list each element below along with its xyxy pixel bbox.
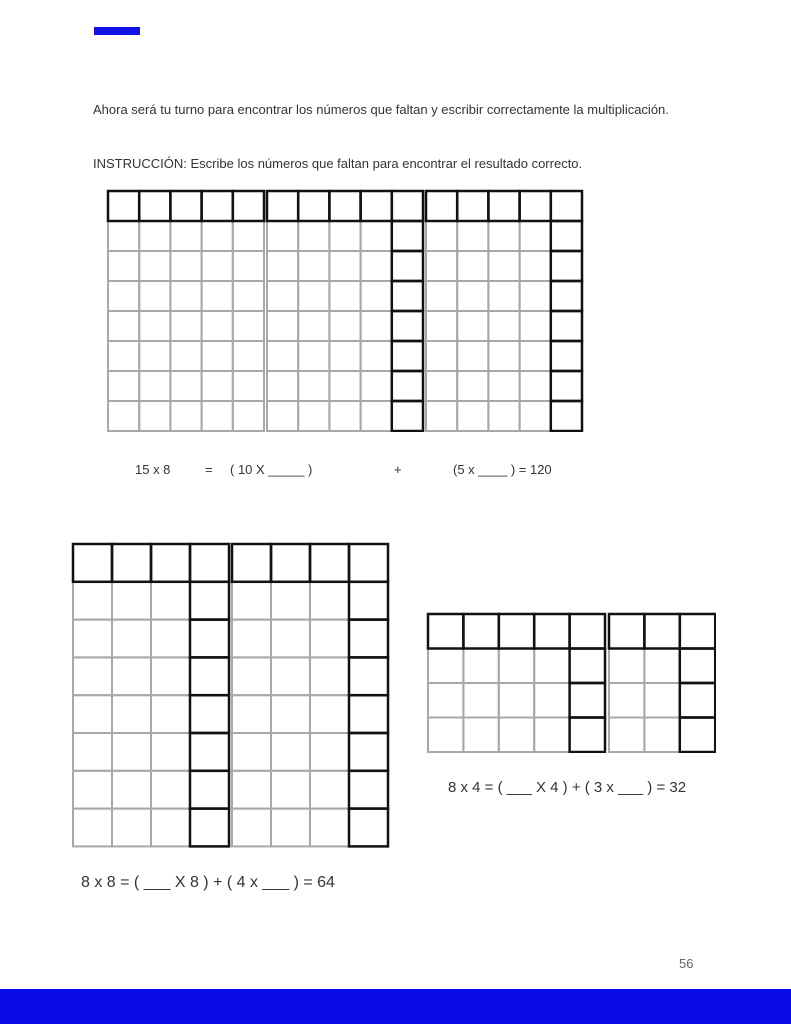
grid-cell [644, 649, 679, 684]
grid-cell [271, 657, 310, 695]
grid-cell [329, 221, 360, 251]
grid-cell-header [609, 614, 644, 649]
grid-cell-highlight [570, 718, 605, 753]
grid-cell [112, 771, 151, 809]
grid-cell [267, 311, 298, 341]
grid-cell [73, 809, 112, 847]
grid-15x8 [106, 189, 584, 432]
instruction-text: INSTRUCCIÓN: Escribe los números que faltan para encontrar el resultado correcto. [93, 156, 583, 171]
grid-cell [534, 718, 569, 753]
grid-cell [488, 341, 519, 371]
grid-cell [73, 695, 112, 733]
grid-cell-highlight [190, 620, 229, 658]
grid-cell [73, 657, 112, 695]
grid-cell [202, 401, 233, 431]
grid-cell [267, 341, 298, 371]
grid-cell [488, 401, 519, 431]
grid-cell [170, 281, 201, 311]
grid-cell [271, 620, 310, 658]
grid-cell [520, 371, 551, 401]
grid-cell [170, 401, 201, 431]
grid-cell-highlight [680, 683, 715, 718]
grid-cell [112, 733, 151, 771]
grid-cell-header [232, 544, 271, 582]
grid-cell-highlight [680, 649, 715, 684]
grid-cell [233, 221, 264, 251]
grid-cell [488, 221, 519, 251]
grid-cell [361, 221, 392, 251]
grid-cell [271, 582, 310, 620]
grid-cell [298, 341, 329, 371]
grid-cell [298, 371, 329, 401]
grid-cell [170, 251, 201, 281]
grid-cell-header [267, 191, 298, 221]
grid-cell-highlight [349, 733, 388, 771]
grid-cell [271, 695, 310, 733]
grid-cell [112, 620, 151, 658]
grid-cell-header [520, 191, 551, 221]
grid-cell [151, 620, 190, 658]
grid-cell [361, 311, 392, 341]
grid-cell [233, 281, 264, 311]
grid-cell [73, 733, 112, 771]
grid-cell-highlight [551, 221, 582, 251]
grid-cell [457, 311, 488, 341]
equation-8x8: 8 x 8 = ( ___ X 8 ) + ( 4 x ___ ) = 64 [81, 874, 335, 891]
grid-cell-highlight [570, 683, 605, 718]
grid-cell [233, 341, 264, 371]
grid-cell [271, 771, 310, 809]
grid-cell-header [570, 614, 605, 649]
grid-cell-header [457, 191, 488, 221]
grid-cell [151, 771, 190, 809]
grid-cell [232, 695, 271, 733]
grid-cell [310, 657, 349, 695]
grid-cell-highlight [349, 809, 388, 847]
grid-cell [170, 371, 201, 401]
grid-cell-header [139, 191, 170, 221]
grid-cell-highlight [349, 582, 388, 620]
grid-cell [457, 251, 488, 281]
grid-cell [139, 311, 170, 341]
grid-cell [361, 371, 392, 401]
grid-cell [108, 371, 139, 401]
grid-cell [233, 401, 264, 431]
grid-cell [534, 649, 569, 684]
equation-8x4: 8 x 4 = ( ___ X 4 ) + ( 3 x ___ ) = 32 [448, 779, 687, 796]
grid-cell-header [202, 191, 233, 221]
grid-cell-highlight [551, 251, 582, 281]
grid-cell [232, 733, 271, 771]
grid-cell [310, 733, 349, 771]
grid-cell [202, 311, 233, 341]
grid-cell [426, 341, 457, 371]
grid-cell [202, 341, 233, 371]
grid-cell-highlight [392, 401, 423, 431]
grid-cell [139, 401, 170, 431]
grid-cell-header [428, 614, 463, 649]
grid-cell [310, 582, 349, 620]
grid-cell [108, 401, 139, 431]
grid-8x4 [426, 612, 716, 753]
grid-cell-highlight [392, 311, 423, 341]
grid-cell [520, 221, 551, 251]
grid-cell-header [310, 544, 349, 582]
grid-cell [428, 649, 463, 684]
grid-cell [298, 251, 329, 281]
grid-cell-header [426, 191, 457, 221]
grid-cell-highlight [190, 733, 229, 771]
grid-cell [310, 695, 349, 733]
grid-cell-highlight [551, 311, 582, 341]
grid-cell [271, 809, 310, 847]
grid-cell [329, 341, 360, 371]
grid-cell [73, 771, 112, 809]
grid-cell [488, 251, 519, 281]
grid-cell [488, 281, 519, 311]
grid-cell [298, 311, 329, 341]
grid-cell [202, 281, 233, 311]
grid-cell-header [644, 614, 679, 649]
grid-cell [151, 733, 190, 771]
grid-cell-highlight [349, 695, 388, 733]
grid-cell-header [233, 191, 264, 221]
grid-cell-highlight [680, 718, 715, 753]
grid-cell [233, 371, 264, 401]
grid-cell [170, 341, 201, 371]
grid-cell [232, 582, 271, 620]
grid-cell [361, 341, 392, 371]
grid-cell [202, 251, 233, 281]
equation-part: + [394, 462, 402, 477]
grid-cell [232, 771, 271, 809]
grid-cell [457, 341, 488, 371]
grid-cell [73, 582, 112, 620]
grid-cell [233, 311, 264, 341]
grid-cell [267, 251, 298, 281]
grid-cell-highlight [392, 221, 423, 251]
grid-cell [534, 683, 569, 718]
grid-cell [428, 683, 463, 718]
grid-cell [139, 251, 170, 281]
grid-cell-header [499, 614, 534, 649]
grid-cell [329, 251, 360, 281]
grid-cell [112, 657, 151, 695]
intro-paragraph: Ahora será tu turno para encontrar los números que faltan y escribir correctamente la multiplicación. [93, 102, 669, 117]
grid-cell-header [463, 614, 498, 649]
grid-cell [112, 809, 151, 847]
grid-cell [151, 809, 190, 847]
grid-cell [361, 251, 392, 281]
grid-cell [428, 718, 463, 753]
grid-cell [232, 809, 271, 847]
grid-cell-highlight [349, 657, 388, 695]
grid-cell [112, 582, 151, 620]
grid-cell-highlight [190, 809, 229, 847]
grid-cell [267, 401, 298, 431]
grid-cell [463, 649, 498, 684]
grid-cell [298, 221, 329, 251]
grid-cell-highlight [392, 341, 423, 371]
grid-cell-header [112, 544, 151, 582]
grid-cell [488, 311, 519, 341]
grid-cell [463, 718, 498, 753]
grid-cell [520, 311, 551, 341]
grid-cell-header [361, 191, 392, 221]
grid-cell [609, 649, 644, 684]
grid-cell [609, 718, 644, 753]
grid-cell [108, 311, 139, 341]
grid-cell [329, 281, 360, 311]
grid-cell [644, 718, 679, 753]
grid-cell [457, 371, 488, 401]
grid-cell-header [329, 191, 360, 221]
grid-cell [329, 401, 360, 431]
grid-cell [426, 401, 457, 431]
grid-cell-header [170, 191, 201, 221]
grid-cell [310, 809, 349, 847]
grid-cell [426, 371, 457, 401]
grid-cell-header [534, 614, 569, 649]
grid-cell-highlight [190, 695, 229, 733]
grid-cell [644, 683, 679, 718]
grid-cell-highlight [570, 649, 605, 684]
grid-cell [520, 341, 551, 371]
grid-cell [267, 371, 298, 401]
grid-cell-header [349, 544, 388, 582]
grid-cell [426, 281, 457, 311]
grid-cell [73, 620, 112, 658]
grid-cell [151, 695, 190, 733]
grid-cell [170, 311, 201, 341]
grid-cell-highlight [349, 620, 388, 658]
grid-cell [520, 281, 551, 311]
grid-cell [457, 401, 488, 431]
grid-cell [310, 620, 349, 658]
grid-cell-header [73, 544, 112, 582]
grid-cell [457, 221, 488, 251]
grid-cell [139, 221, 170, 251]
grid-cell [298, 281, 329, 311]
grid-cell-header [488, 191, 519, 221]
grid-cell-header [298, 191, 329, 221]
grid-cell [310, 771, 349, 809]
equation-part: (5 x ____ ) = 120 [453, 462, 552, 477]
grid-cell-highlight [349, 771, 388, 809]
grid-cell [108, 281, 139, 311]
grid-cell [271, 733, 310, 771]
grid-cell [108, 341, 139, 371]
grid-cell [267, 221, 298, 251]
grid-cell [520, 401, 551, 431]
top-accent-bar [94, 27, 140, 35]
grid-cell [298, 401, 329, 431]
grid-cell-header [392, 191, 423, 221]
grid-cell [329, 371, 360, 401]
grid-cell [361, 401, 392, 431]
grid-cell-header [680, 614, 715, 649]
grid-cell [151, 582, 190, 620]
grid-cell-highlight [551, 371, 582, 401]
grid-cell-highlight [190, 657, 229, 695]
grid-cell [232, 657, 271, 695]
equation-part: = [205, 462, 213, 477]
grid-cell [488, 371, 519, 401]
grid-cell [426, 251, 457, 281]
grid-cell-highlight [392, 371, 423, 401]
grid-cell-highlight [392, 251, 423, 281]
grid-cell [112, 695, 151, 733]
grid-cell-header [271, 544, 310, 582]
grid-cell [361, 281, 392, 311]
grid-cell [108, 251, 139, 281]
grid-8x8 [71, 542, 390, 848]
grid-cell [426, 311, 457, 341]
equation-part: ( 10 X _____ ) [230, 462, 313, 477]
grid-cell [202, 221, 233, 251]
grid-cell [329, 311, 360, 341]
page-number: 56 [679, 956, 694, 971]
grid-cell [499, 718, 534, 753]
grid-cell [520, 251, 551, 281]
grid-cell [170, 221, 201, 251]
grid-cell [499, 649, 534, 684]
bottom-bar [0, 989, 791, 1024]
grid-cell [202, 371, 233, 401]
grid-cell-highlight [551, 281, 582, 311]
grid-cell [426, 221, 457, 251]
grid-cell [151, 657, 190, 695]
grid-cell-header [190, 544, 229, 582]
grid-cell [457, 281, 488, 311]
grid-cell [139, 341, 170, 371]
grid-cell-header [108, 191, 139, 221]
grid-cell [232, 620, 271, 658]
grid-cell-highlight [551, 341, 582, 371]
grid-cell [463, 683, 498, 718]
grid-cell-highlight [551, 401, 582, 431]
grid-cell-header [551, 191, 582, 221]
grid-cell [267, 281, 298, 311]
grid-cell [499, 683, 534, 718]
grid-cell [139, 371, 170, 401]
grid-cell-highlight [190, 582, 229, 620]
grid-cell-highlight [190, 771, 229, 809]
grid-cell-header [151, 544, 190, 582]
grid-cell [108, 221, 139, 251]
grid-cell [609, 683, 644, 718]
grid-cell-highlight [392, 281, 423, 311]
grid-cell [139, 281, 170, 311]
grid-cell [233, 251, 264, 281]
equation-part: 15 x 8 [135, 462, 171, 477]
